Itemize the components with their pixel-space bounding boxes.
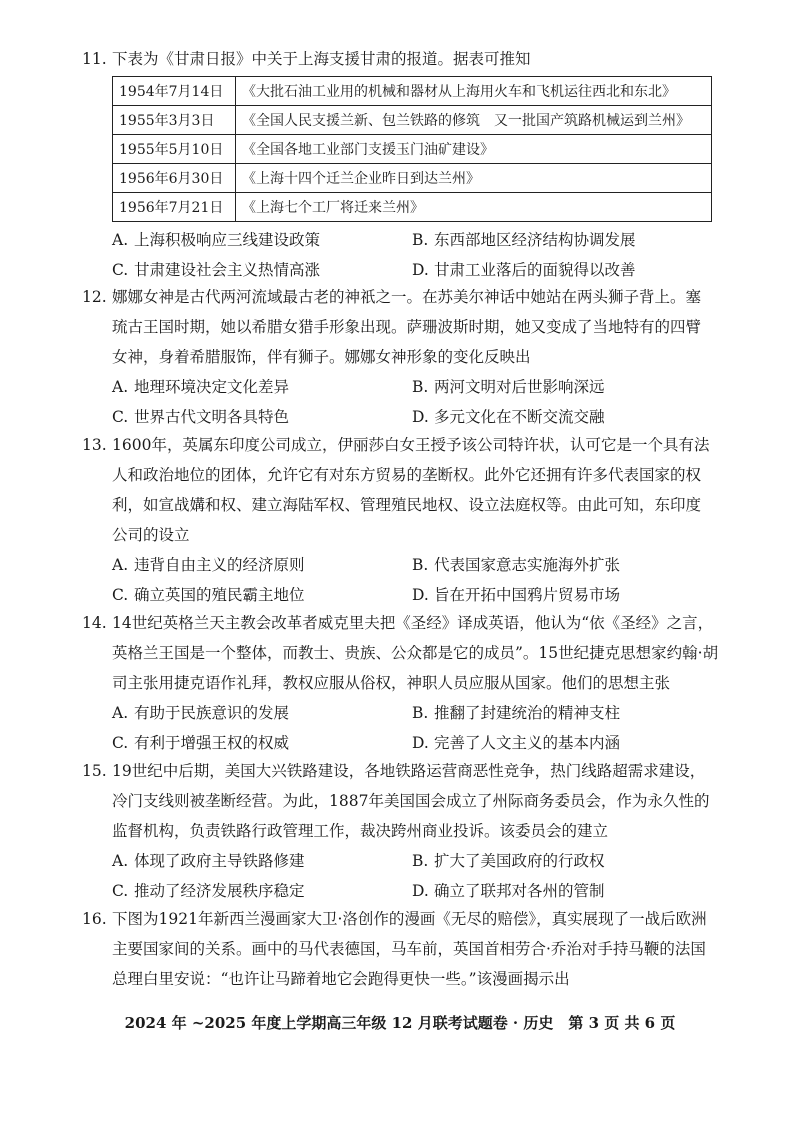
option-c[interactable]: C. 世界古代文明各具特色: [112, 408, 290, 426]
option-b[interactable]: B. 推翻了封建统治的精神支柱: [412, 704, 621, 722]
question-16: 16. 下图为1921年新西兰漫画家大卫·洛创作的漫画《无尽的赔偿》，真实展现了一战后欧洲 主要国家间的关系。画中的马代表德国，马车前，英国首相劳合·乔治对手持马鞭的法国 总理白里安说：“也许让马蹄着地它会跑得更快一些。”该漫画揭示出: [82, 904, 742, 994]
question-number: 16.: [82, 910, 107, 928]
question-number: 13.: [82, 436, 107, 454]
question-stem: 下图为1921年新西兰漫画家大卫·洛创作的漫画《无尽的赔偿》，真实展现了一战后欧洲: [112, 910, 707, 928]
option-c[interactable]: C. 甘肃建设社会主义热情高涨: [112, 261, 321, 279]
option-b[interactable]: B. 代表国家意志实施海外扩张: [412, 556, 621, 574]
option-a[interactable]: A. 体现了政府主导铁路修建: [112, 852, 305, 870]
question-stem: 下表为《甘肃日报》中关于上海支援甘肃的报道。据表可推知: [112, 50, 531, 68]
question-14: 14. 14世纪英格兰天主教会改革者威克里夫把《圣经》译成英语，他认为“依《圣经》之言， 英格兰王国是一个整体，而教士、贵族、公众都是它的成员”。15世纪捷克思想家约翰·胡 司主张用捷克语作礼拜，教权应服从俗权，神职人员应服从国家。他们的思想主张 A. 有助于民族意识的发展 B. 推翻了封建统治的精神支柱 C. 有利于增强王权的权威 D. 完善了人文主义的基本内涵: [82, 608, 742, 758]
option-a[interactable]: A. 违背自由主义的经济原则: [112, 556, 305, 574]
option-c[interactable]: C. 推动了经济发展秩序稳定: [112, 882, 305, 900]
option-d[interactable]: D. 旨在开拓中国鸦片贸易市场: [412, 586, 621, 604]
option-c[interactable]: C. 确立英国的殖民霸主地位: [112, 586, 305, 604]
question-number: 15.: [82, 762, 107, 780]
question-number: 14.: [82, 614, 107, 632]
question-stem: 1600年，英属东印度公司成立，伊丽莎白女王授予该公司特许状，认可它是一个具有法: [112, 436, 710, 454]
table-row: 1956年7月21日 《上海七个工厂将迁来兰州》: [113, 193, 712, 222]
question-stem: 14世纪英格兰天主教会改革者威克里夫把《圣经》译成英语，他认为“依《圣经》之言，: [112, 614, 714, 632]
question-stem: 19世纪中后期，美国大兴铁路建设，各地铁路运营商恶性竞争，热门线路超需求建设，: [112, 762, 706, 780]
question-number: 12.: [82, 288, 107, 306]
option-c[interactable]: C. 有利于增强王权的权威: [112, 734, 290, 752]
option-d[interactable]: D. 甘肃工业落后的面貌得以改善: [412, 261, 636, 279]
option-a[interactable]: A. 有助于民族意识的发展: [112, 704, 290, 722]
option-b[interactable]: B. 两河文明对后世影响深远: [412, 378, 605, 396]
question-number: 11.: [82, 50, 107, 68]
question-13: 13. 1600年，英属东印度公司成立，伊丽莎白女王授予该公司特许状，认可它是一个具有法 人和政治地位的团体，允许它有对东方贸易的垄断权。此外它还拥有许多代表国家的权 利，如宣战媾和权、建立海陆军权、管理殖民地权、设立法庭权等。由此可知，东印度 公司的设立 A. 违背自由主义的经济原则 B. 代表国家意志实施海外扩张 C. 确立英国的殖民霸主地位 D. 旨在开拓中国鸦片贸易市场: [82, 430, 742, 610]
table-row: 1954年7月14日 《大批石油工业用的机械和器材从上海用火车和飞机运往西北和东北》: [113, 77, 712, 106]
option-a[interactable]: A. 上海积极响应三线建设政策: [112, 231, 321, 249]
option-d[interactable]: D. 完善了人文主义的基本内涵: [412, 734, 621, 752]
table-row: 1956年6月30日 《上海十四个迁兰企业昨日到达兰州》: [113, 164, 712, 193]
question-11: [82, 44, 742, 285]
options: [112, 698, 742, 758]
question-15: 15. 19世纪中后期，美国大兴铁路建设，各地铁路运营商恶性竞争，热门线路超需求建设， 冷门支线则被垄断经营。为此，1887年美国国会成立了州际商务委员会，作为永久性的 监督机构，负责铁路行政管理工作，裁决跨州商业投诉。该委员会的建立 A. 体现了政府主导铁路修建 B. 扩大了美国政府的行政权 C. 推动了经济发展秩序稳定 D. 确立了联邦对各州的管制: [82, 756, 742, 906]
options: [112, 846, 742, 906]
option-b[interactable]: B. 东西部地区经济结构协调发展: [412, 231, 636, 249]
option-b[interactable]: B. 扩大了美国政府的行政权: [412, 852, 605, 870]
option-a[interactable]: A. 地理环境决定文化差异: [112, 378, 290, 396]
page-footer: 2024 年 ~2025 年度上学期高三年级 12 月联考试题卷 · 历史 第 3 页 共 6 页: [124, 1014, 676, 1032]
options: [112, 372, 742, 432]
options: [112, 550, 742, 610]
option-d[interactable]: D. 多元文化在不断交流交融: [412, 408, 605, 426]
question-12: 12. 娜娜女神是古代两河流域最古老的神祇之一。在苏美尔神话中她站在两头狮子背上。塞 琉古王国时期，她以希腊女猎手形象出现。萨珊波斯时期，她又变成了当地特有的四臂 女神，身着希腊服饰，伴有狮子。娜娜女神形象的变化反映出 A. 地理环境决定文化差异 B. 两河文明对后世影响深远 C. 世界古代文明各具特色 D. 多元文化在不断交流交融: [82, 282, 742, 432]
table-row: 1955年3月3日 《全国人民支援兰新、包兰铁路的修筑 又一批国产筑路机械运到兰州》: [113, 106, 712, 135]
table-row: 1955年5月10日 《全国各地工业部门支援玉门油矿建设》: [113, 135, 712, 164]
question-stem: 娜娜女神是古代两河流域最古老的神祇之一。在苏美尔神话中她站在两头狮子背上。塞: [112, 288, 702, 306]
option-d[interactable]: D. 确立了联邦对各州的管制: [412, 882, 605, 900]
options: [112, 225, 742, 285]
newspaper-table: [112, 76, 712, 222]
